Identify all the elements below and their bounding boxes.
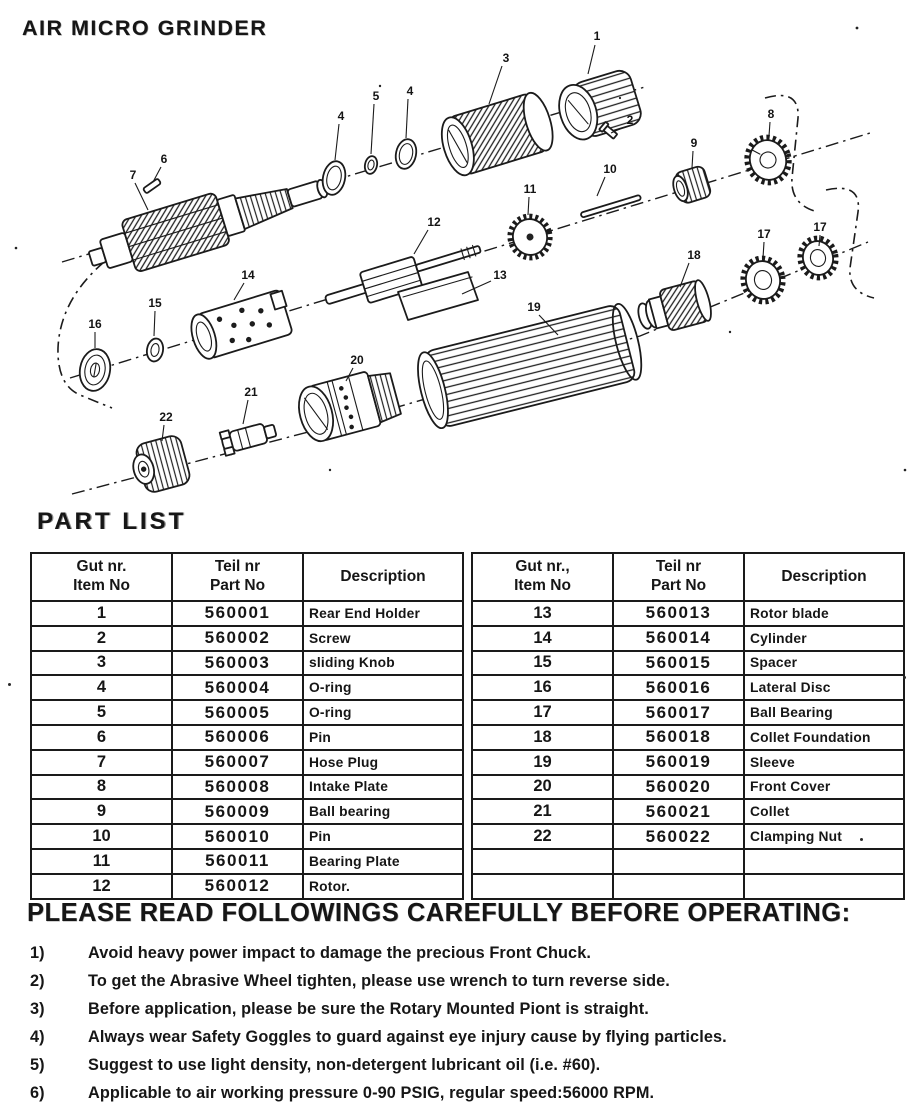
item-no-cell: 19 [472,750,613,775]
part-row [472,874,904,899]
item-no-cell: 17 [472,700,613,725]
part-no-cell: 560009 [172,799,303,824]
callout-line [234,283,244,300]
item-no-cell: 10 [31,824,172,849]
scan-speck [903,676,906,679]
part-9-ball-bearing [670,165,712,206]
part-row [31,675,463,700]
part-row [31,700,463,725]
callout-line [243,400,248,424]
notice-item [30,972,910,1000]
scan-speck [8,683,11,686]
description-cell: O-ring [303,700,463,725]
callout-number: 1 [593,29,601,43]
part-row [472,725,904,750]
part-1-rear-end-holder [553,68,644,144]
part-no-cell: 560015 [613,651,744,676]
notice-item-number: 4) [30,1028,45,1046]
item-no-cell: 4 [31,675,172,700]
callout-number: 10 [603,162,617,176]
part-row [472,626,904,651]
callout-number: 20 [350,353,364,367]
item-no-cell: 15 [472,651,613,676]
part-row [31,601,463,626]
callout-number: 17 [757,227,771,241]
item-no-cell: 21 [472,799,613,824]
notice-item-text: Suggest to use light density, non-detergent lubricant oil (i.e. #60). [88,1056,601,1074]
callout-number: 3 [502,51,510,65]
part-row [31,651,463,676]
description-cell [744,849,904,874]
callout-number: 8 [767,107,775,121]
notice-item-text: Before application, please be sure the Rotary Mounted Piont is straight. [88,1000,649,1018]
part-14-cylinder [187,289,295,362]
part-no-cell: 560001 [172,601,303,626]
part-row [472,675,904,700]
callout-line [528,197,529,215]
callout-number: 16 [88,317,102,331]
part-11-bearing-plate [505,211,556,263]
part-row [472,799,904,824]
callout-line [414,230,428,254]
part-21-collet [220,419,278,456]
part-row [472,651,904,676]
column-header: Teil nr Part No [613,553,744,601]
part-no-cell [613,874,744,899]
callout-line [597,177,605,196]
part-row [472,775,904,800]
part-8-intake-plate [741,132,795,188]
part-4-o-ring-b [393,137,419,171]
item-no-cell: 2 [31,626,172,651]
callout-line [692,151,693,168]
part-row [31,824,463,849]
part-5-o-ring [363,155,378,175]
description-cell: Rotor. [303,874,463,899]
part-no-cell: 560012 [172,874,303,899]
callout-number: 9 [690,136,698,150]
notice-item-number: 2) [30,972,45,990]
part-no-cell: 560013 [613,601,744,626]
notice-item [30,1056,910,1084]
part-no-cell: 560002 [172,626,303,651]
item-no-cell: 18 [472,725,613,750]
description-cell: Collet Foundation [744,725,904,750]
part-7-hose-plug [83,161,335,285]
item-no-cell: 8 [31,775,172,800]
item-no-cell: 5 [31,700,172,725]
part-17-ball-bearing-a [739,254,787,305]
notice-item-text: Applicable to air working pressure 0-90 PSIG, regular speed:56000 RPM. [88,1084,655,1102]
part-no-cell: 560016 [613,675,744,700]
description-cell: Sleeve [744,750,904,775]
callout-number: 4 [337,109,345,123]
callout-number: 7 [129,168,137,182]
notice-item-number: 1) [30,944,45,962]
description-cell: Clamping Nut [744,824,904,849]
part-row [31,626,463,651]
description-cell [744,874,904,899]
part-list-heading: PART LIST [37,508,187,535]
part-15-spacer [145,337,165,362]
part-row [472,750,904,775]
notice-list [30,944,910,1112]
description-cell: Hose Plug [303,750,463,775]
description-cell: Bearing Plate [303,849,463,874]
part-no-cell [613,849,744,874]
part-17-ball-bearing-b [796,235,840,282]
column-header: Teil nr Part No [172,553,303,601]
callout-number: 19 [527,300,541,314]
item-no-cell: 6 [31,725,172,750]
notice-heading: PLEASE READ FOLLOWINGS CAREFULLY BEFORE OPERATING: [27,899,851,927]
callout-line [406,99,408,138]
exploded-parts-diagram [0,0,919,506]
callout-number: 5 [372,89,380,103]
item-no-cell: 1 [31,601,172,626]
item-no-cell: 3 [31,651,172,676]
part-no-cell: 560006 [172,725,303,750]
callout-number: 15 [148,296,162,310]
part-no-cell: 560014 [613,626,744,651]
notice-item-number: 3) [30,1000,45,1018]
column-header: Gut nr., Item No [472,553,613,601]
description-cell: Collet [744,799,904,824]
part-no-cell: 560004 [172,675,303,700]
callout-number: 6 [160,152,168,166]
notice-item [30,1000,910,1028]
part-row [31,775,463,800]
part-18-collet-foundation [634,279,714,338]
item-no-cell: 14 [472,626,613,651]
notice-item-text: Always wear Safety Goggles to guard against eye injury cause by flying particles. [88,1028,727,1046]
part-no-cell: 560008 [172,775,303,800]
callout-number: 14 [241,268,255,282]
description-cell: sliding Knob [303,651,463,676]
part-no-cell: 560007 [172,750,303,775]
callout-line [769,122,770,136]
description-cell: Lateral Disc [744,675,904,700]
notice-item [30,1084,910,1112]
description-cell: Front Cover [744,775,904,800]
callout-number: 12 [427,215,441,229]
notice-item [30,1028,910,1056]
table-header [31,553,463,601]
part-list-table-right [471,552,905,900]
item-no-cell [472,874,613,899]
part-no-cell: 560011 [172,849,303,874]
part-row [472,824,904,849]
callout-number: 21 [244,385,258,399]
callout-number: 2 [626,113,634,127]
description-cell: Ball Bearing [744,700,904,725]
description-cell: O-ring [303,675,463,700]
part-list-table-left [30,552,464,900]
description-cell: Rear End Holder [303,601,463,626]
item-no-cell: 12 [31,874,172,899]
callout-number: 11 [523,182,537,196]
callout-number: 13 [493,268,507,282]
callout-line [335,124,339,160]
item-no-cell: 22 [472,824,613,849]
description-cell: Cylinder [744,626,904,651]
item-no-cell [472,849,613,874]
description-cell: Pin [303,824,463,849]
part-no-cell: 560021 [613,799,744,824]
part-row [31,874,463,899]
callout-line [371,104,374,154]
part-row [31,849,463,874]
notice-item [30,944,910,972]
column-header: Gut nr. Item No [31,553,172,601]
part-22-clamping-nut [128,434,192,496]
part-19-sleeve [412,301,647,431]
item-no-cell: 7 [31,750,172,775]
callout-number: 18 [687,248,701,262]
item-no-cell: 16 [472,675,613,700]
notice-item-number: 5) [30,1056,45,1074]
part-row [472,849,904,874]
scan-speck [860,838,863,841]
item-no-cell: 11 [31,849,172,874]
page-title: AIR MICRO GRINDER [22,16,268,40]
callout-number: 4 [406,84,414,98]
part-row [31,750,463,775]
callout-line [763,242,764,258]
part-3-sliding-knob [436,90,559,180]
item-no-cell: 13 [472,601,613,626]
part-6-pin [143,178,161,193]
part-no-cell: 560005 [172,700,303,725]
part-row [31,799,463,824]
part-row [472,700,904,725]
part-no-cell: 560017 [613,700,744,725]
description-cell: Spacer [744,651,904,676]
part-no-cell: 560003 [172,651,303,676]
column-header: Description [303,553,463,601]
notice-item-number: 6) [30,1084,45,1102]
part-row [472,601,904,626]
part-no-cell: 560010 [172,824,303,849]
description-cell: Pin [303,725,463,750]
description-cell: Ball bearing [303,799,463,824]
part-no-cell: 560020 [613,775,744,800]
description-cell: Rotor blade [744,601,904,626]
item-no-cell: 9 [31,799,172,824]
part-no-cell: 560018 [613,725,744,750]
item-no-cell: 20 [472,775,613,800]
callout-number: 22 [159,410,173,424]
description-cell: Screw [303,626,463,651]
table-header [472,553,904,601]
part-16-lateral-disc [77,347,114,394]
part-row [31,725,463,750]
callout-line [588,45,595,74]
callout-number: 17 [813,220,827,234]
column-header: Description [744,553,904,601]
notice-item-text: Avoid heavy power impact to damage the precious Front Chuck. [88,944,591,962]
part-no-cell: 560019 [613,750,744,775]
callout-line [489,66,502,104]
part-no-cell: 560022 [613,824,744,849]
description-cell: Intake Plate [303,775,463,800]
callout-line [154,311,155,336]
notice-item-text: To get the Abrasive Wheel tighten, please use wrench to turn reverse side. [88,972,670,990]
